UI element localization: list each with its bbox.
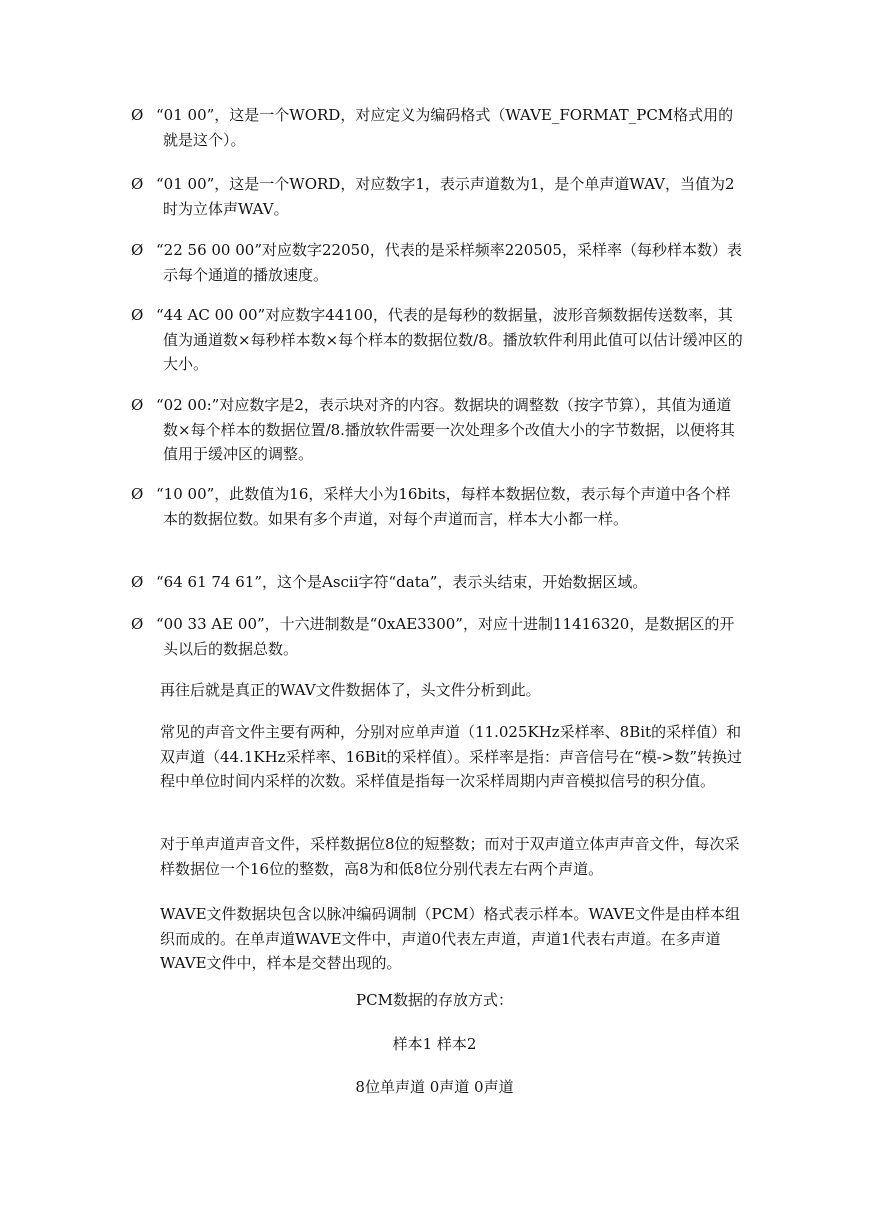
bullet-mark: Ø xyxy=(131,615,144,633)
bullet-mark: Ø xyxy=(131,396,144,414)
centered-line: 8位单声道 0声道 0声道 xyxy=(355,1078,514,1096)
bullet-item xyxy=(131,172,743,221)
bullet-text: “02 00:”对应数字是2，表示块对齐的内容。数据块的调整数（按字节算），其值为通道数×每个样本的数据位置/8.播放软件需要一次处理多个改值大小的字节数据，以便将其值用于缓冲区的调整。 xyxy=(156,396,735,463)
bullet-item xyxy=(131,482,743,531)
paragraph: 再往后就是真正的WAV文件数据体了，头文件分析到此。 xyxy=(160,681,541,699)
bullet-text: “01 00”，这是一个WORD，对应数字1，表示声道数为1，是个单声道WAV，当值为2时为立体声WAV。 xyxy=(156,175,735,218)
paragraph: 常见的声音文件主要有两种，分别对应单声道（11.025KHz采样率、8Bit的采样值）和双声道（44.1KHz采样率、16Bit的采样值）。采样率是指：声音信号在“模->数”转换过程中单位时间内采样的次数。采样值是指每一次采样周期内声音模拟信号的积分值。 xyxy=(160,723,743,790)
bullet-text: “10 00”，此数值为16，采样大小为16bits，每样本数据位数，表示每个声道中各个样本的数据位数。如果有多个声道，对每个声道而言，样本大小都一样。 xyxy=(156,485,731,528)
bullet-item xyxy=(131,303,743,377)
bullet-mark: Ø xyxy=(131,485,144,503)
bullet-item xyxy=(131,570,743,595)
paragraph: 对于单声道声音文件，采样数据位8位的短整数；而对于双声道立体声声音文件，每次采样数据位一个16位的整数，高8为和低8位分别代表左右两个声道。 xyxy=(160,835,740,878)
bullet-item xyxy=(131,238,743,287)
bullet-item xyxy=(131,393,743,467)
bullet-mark: Ø xyxy=(131,175,144,193)
bullet-text: “44 AC 00 00”对应数字44100，代表的是每秒的数据量，波形音频数据传送数率，其值为通道数×每秒样本数×每个样本的数据位数/8。播放软件利用此值可以估计缓冲区的大小。 xyxy=(156,306,743,373)
bullet-mark: Ø xyxy=(131,106,144,124)
centered-heading: PCM数据的存放方式： xyxy=(356,991,513,1009)
bullet-text: “00 33 AE 00”，十六进制数是“0xAE3300”，对应十进制11416320，是数据区的开头以后的数据总数。 xyxy=(156,615,735,658)
centered-line: 样本1 样本2 xyxy=(392,1035,477,1053)
bullet-text: “01 00”，这是一个WORD，对应定义为编码格式（WAVE_FORMAT_PCM格式用的就是这个）。 xyxy=(156,106,734,149)
bullet-mark: Ø xyxy=(131,573,144,591)
bullet-mark: Ø xyxy=(131,241,144,259)
bullet-item xyxy=(131,103,743,152)
bullet-item xyxy=(131,612,743,661)
bullet-mark: Ø xyxy=(131,306,144,324)
bullet-text: “22 56 00 00”对应数字22050，代表的是采样频率220505，采样率（每秒样本数）表示每个通道的播放速度。 xyxy=(156,241,742,284)
bullet-text: “64 61 74 61”，这个是Ascii字符“data”，表示头结束，开始数据区域。 xyxy=(156,573,648,591)
paragraph: WAVE文件数据块包含以脉冲编码调制（PCM）格式表示样本。WAVE文件是由样本组织而成的。在单声道WAVE文件中，声道0代表左声道，声道1代表右声道。在多声道WAVE文件中，样本是交替出现的。 xyxy=(160,905,741,972)
